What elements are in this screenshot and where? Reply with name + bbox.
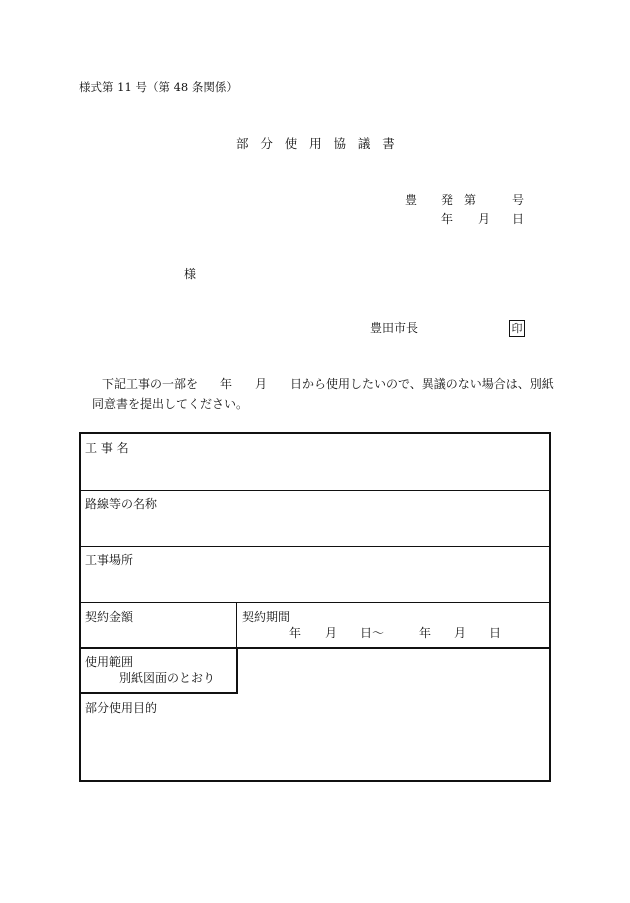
body-text-year: 年 — [220, 377, 233, 391]
reference-number-suffix: 号 — [512, 193, 525, 207]
sender-name: 豊田市長 — [370, 321, 419, 335]
row-divider — [81, 490, 549, 491]
form-number: 様式第 11 号（第 48 条関係） — [79, 80, 238, 94]
reference-ordinal: 第 — [464, 193, 477, 207]
route-name-label: 路線等の名称 — [85, 497, 158, 511]
period-end-month: 月 — [454, 626, 467, 640]
contract-period-label: 契約期間 — [242, 610, 291, 624]
body-text-line2: 同意書を提出してください。 — [92, 397, 249, 411]
construction-name-label: 工 事 名 — [85, 441, 129, 455]
period-start-day: 日～ — [360, 626, 385, 640]
scope-value: 別紙図面のとおり — [119, 671, 216, 685]
row-divider — [81, 546, 549, 547]
column-divider — [236, 602, 237, 648]
period-end-day: 日 — [489, 626, 502, 640]
scope-label: 使用範囲 — [85, 655, 134, 669]
contract-amount-label: 契約金額 — [85, 610, 134, 624]
body-text-month: 月 — [255, 377, 268, 391]
form-table — [79, 432, 551, 782]
body-text-part2: 日から使用したいので、異議のない場合は、別紙 — [290, 377, 554, 391]
purpose-label: 部分使用目的 — [85, 701, 158, 715]
reference-place: 豊 — [405, 193, 418, 207]
period-start-year: 年 — [289, 626, 302, 640]
date-day: 日 — [512, 212, 525, 226]
date-year: 年 — [441, 212, 454, 226]
period-start-month: 月 — [325, 626, 338, 640]
period-end-year: 年 — [419, 626, 432, 640]
date-month: 月 — [478, 212, 491, 226]
addressee-suffix: 様 — [184, 267, 197, 281]
body-text-part1: 下記工事の一部を — [102, 377, 199, 391]
construction-site-label: 工事場所 — [85, 553, 134, 567]
reference-number — [405, 194, 525, 208]
seal-mark: 印 — [509, 320, 525, 337]
reference-issued: 発 — [441, 193, 454, 207]
document-title: 部分使用協議書 — [236, 136, 407, 151]
row-divider — [81, 602, 549, 603]
